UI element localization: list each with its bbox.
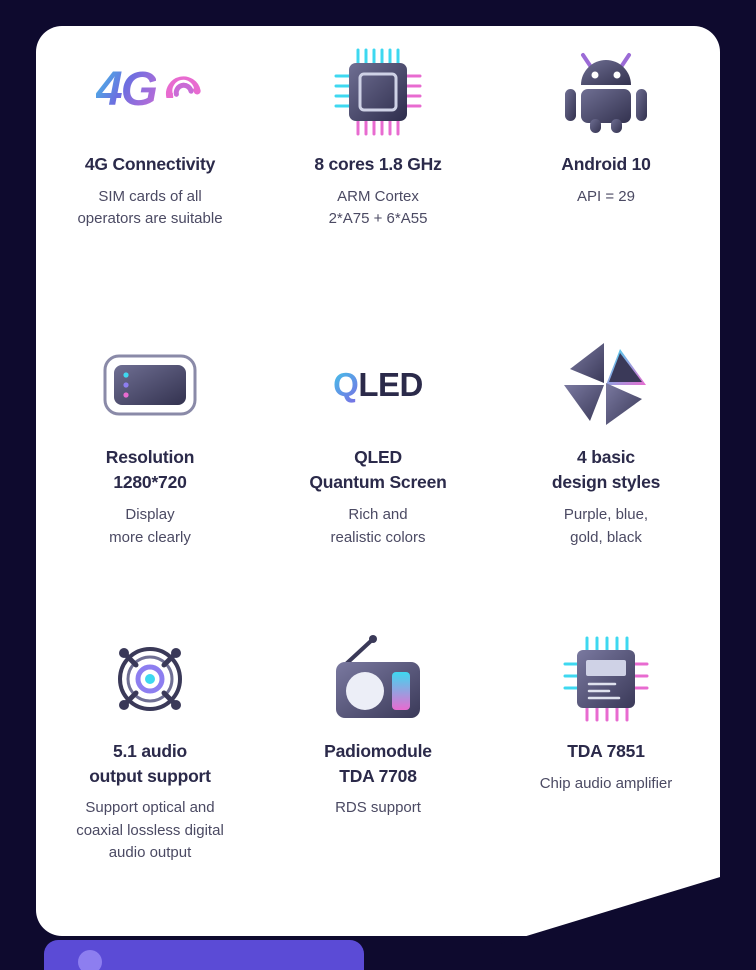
cpu-chip-icon bbox=[332, 34, 424, 150]
feature-cell-resolution bbox=[36, 319, 264, 612]
feature-title: Android 10 bbox=[561, 154, 651, 174]
signal-arcs-icon bbox=[162, 54, 204, 98]
speaker-audio-glyph bbox=[106, 635, 194, 723]
feature-cell-qled-screen bbox=[264, 319, 492, 612]
feature-cell-cpu-cores bbox=[264, 26, 492, 319]
android-robot-glyph bbox=[559, 51, 653, 133]
feature-subtitle: Display more clearly bbox=[109, 506, 191, 546]
feature-grid bbox=[36, 26, 720, 906]
feature-title: 5.1 audio output support bbox=[89, 740, 211, 786]
qled-logo-icon bbox=[333, 327, 423, 443]
feature-subtitle: Chip audio amplifier bbox=[539, 774, 673, 792]
feature-title: Padiomodule TDA 7708 bbox=[324, 740, 432, 786]
feature-title: Resolution 1280*720 bbox=[105, 447, 195, 493]
feature-subtitle: Purple, blue, gold, black bbox=[563, 506, 649, 546]
feature-cell-amplifier-chip bbox=[492, 613, 720, 906]
amplifier-chip-glyph bbox=[563, 636, 649, 722]
android-robot-icon bbox=[559, 34, 653, 150]
qled-led-letters: LED bbox=[358, 366, 423, 404]
feature-cell-audio-output bbox=[36, 613, 264, 906]
bottom-panel bbox=[44, 940, 364, 970]
amplifier-chip-icon bbox=[563, 621, 649, 737]
feature-title: TDA 7851 bbox=[567, 740, 645, 761]
pinwheel-styles-icon bbox=[560, 327, 652, 443]
4g-signal-icon bbox=[96, 34, 204, 150]
feature-subtitle: SIM cards of all operators are suitable bbox=[77, 187, 223, 228]
bottom-panel-avatar bbox=[78, 950, 102, 970]
feature-subtitle: RDS support bbox=[335, 799, 421, 817]
feature-cell-radio-module bbox=[264, 613, 492, 906]
qled-q-letter: Q bbox=[333, 366, 359, 404]
feature-subtitle: Support optical and coaxial lossless digital audio output bbox=[76, 799, 224, 862]
feature-subtitle: ARM Cortex 2*A75 + 6*A55 bbox=[328, 187, 428, 228]
feature-title: 4G Connectivity bbox=[84, 154, 216, 174]
speaker-audio-icon bbox=[106, 621, 194, 737]
feature-subtitle: Rich and realistic colors bbox=[330, 506, 426, 546]
feature-cell-android-version bbox=[492, 26, 720, 319]
4g-icon-label: 4G bbox=[96, 63, 157, 116]
feature-title: QLED Quantum Screen bbox=[309, 447, 447, 493]
pinwheel-styles-glyph bbox=[560, 339, 652, 431]
feature-title: 8 cores 1.8 GHz bbox=[314, 154, 442, 174]
feature-subtitle: API = 29 bbox=[577, 187, 635, 205]
radio-module-icon bbox=[328, 621, 428, 737]
display-screen-glyph bbox=[102, 353, 198, 417]
cpu-chip-glyph bbox=[332, 46, 424, 138]
radio-module-glyph bbox=[328, 634, 428, 724]
feature-cell-design-styles bbox=[492, 319, 720, 612]
feature-title: 4 basic design styles bbox=[551, 447, 661, 493]
feature-cell-4g-connectivity bbox=[36, 26, 264, 319]
display-screen-icon bbox=[102, 327, 198, 443]
